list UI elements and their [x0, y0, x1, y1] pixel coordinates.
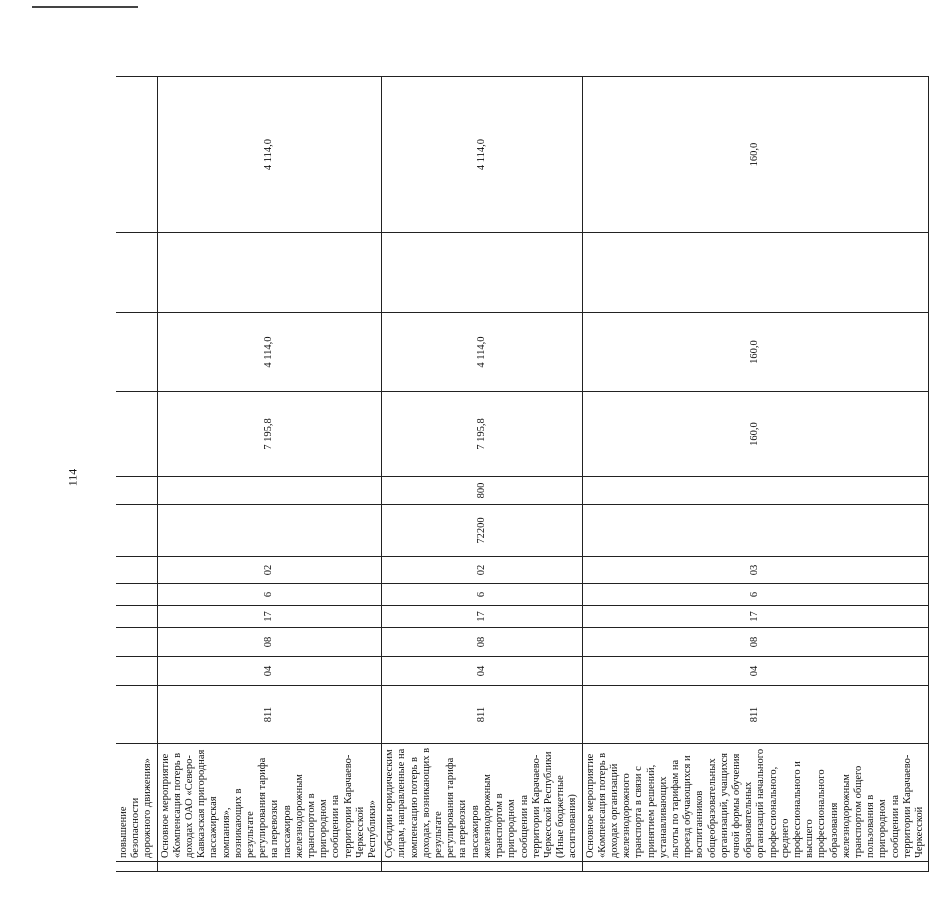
- cell-p4: 72200: [382, 505, 582, 557]
- cell-v3: [382, 233, 582, 313]
- cell-v1: 160,0: [582, 392, 929, 477]
- cell-p2: 6: [582, 584, 929, 606]
- cell-v2: [116, 313, 157, 392]
- cell-v2: 4 114,0: [157, 313, 382, 392]
- cell-v1: 7 195,8: [157, 392, 382, 477]
- cell-pr: 08: [582, 628, 929, 657]
- cell-v1: 7 195,8: [382, 392, 582, 477]
- cell-v1: [116, 392, 157, 477]
- cell-rz: 04: [582, 657, 929, 686]
- cell-grbs: [116, 686, 157, 744]
- cell-v4: [116, 77, 157, 233]
- cell-p1: [116, 606, 157, 628]
- cell-grbs: 811: [582, 686, 929, 744]
- row-margin-cell: [582, 862, 929, 872]
- cell-p1: 17: [382, 606, 582, 628]
- cell-p2: 6: [157, 584, 382, 606]
- cell-v2: 4 114,0: [382, 313, 582, 392]
- cell-vr: 800: [382, 477, 582, 505]
- cell-pr: [116, 628, 157, 657]
- budget-table: [116, 76, 929, 872]
- table-row: [116, 77, 157, 872]
- cell-v3: [157, 233, 382, 313]
- cell-p2: 6: [382, 584, 582, 606]
- cell-p2: [116, 584, 157, 606]
- cell-p4: [157, 505, 382, 557]
- cell-p1: 17: [157, 606, 382, 628]
- cell-pr: 08: [382, 628, 582, 657]
- cell-rz: 04: [157, 657, 382, 686]
- rotated-table-container: [116, 77, 925, 872]
- cell-v4: 160,0: [582, 77, 929, 233]
- table-frame: [116, 77, 925, 872]
- row-description: Субсидии юридическим лицам, направленные на компенсацию потерь в доходах, возникающих в результате регулирования тарифа на перевозки пассажиров железнодорожным транспортом в пригородном сообщении на территории Карачаево-Черкесской Республики (Иные бюджетные ассигнования): [382, 744, 582, 862]
- top-rule: [32, 6, 138, 8]
- cell-vr: [582, 477, 929, 505]
- cell-p3: 02: [157, 557, 382, 584]
- row-description: повышение безопасности дорожного движения»: [116, 744, 157, 862]
- row-margin-cell: [157, 862, 382, 872]
- cell-rz: [116, 657, 157, 686]
- cell-grbs: 811: [382, 686, 582, 744]
- cell-v2: 160,0: [582, 313, 929, 392]
- cell-p4: [116, 505, 157, 557]
- cell-p3: [116, 557, 157, 584]
- cell-vr: [116, 477, 157, 505]
- cell-pr: 08: [157, 628, 382, 657]
- row-margin-cell: [382, 862, 582, 872]
- cell-v3: [116, 233, 157, 313]
- table-row: [157, 77, 382, 872]
- row-margin-cell: [116, 862, 157, 872]
- cell-grbs: 811: [157, 686, 382, 744]
- cell-p4: [582, 505, 929, 557]
- table-row: [582, 77, 929, 872]
- cell-vr: [157, 477, 382, 505]
- cell-p1: 17: [582, 606, 929, 628]
- cell-p3: 03: [582, 557, 929, 584]
- cell-v4: 4 114,0: [382, 77, 582, 233]
- cell-p3: 02: [382, 557, 582, 584]
- page-number: 114: [65, 468, 80, 487]
- cell-rz: 04: [382, 657, 582, 686]
- table-row: [382, 77, 582, 872]
- row-description: Основное мероприятие «Компенсация потерь в доходах ОАО «Северо-Кавказская пригородная пассажирская компания», возникающих в результате регулирования тарифа на перевозки пассажиров железнодорожным транспортом в пригородном сообщении на территории Карачаево-Черкесской Республики»: [157, 744, 382, 862]
- cell-v3: [582, 233, 929, 313]
- row-description: Основное мероприятие «Компенсация потерь в доходах организаций железнодорожного транспорта в связи с принятием решений, устанавливающих льготы по тарифам на проезд обучающихся и воспитанников общеобразовательных организаций, учащихся очной формы обучения образовательных организаций начального профессионального, среднего профессионального и высшего профессионального образования железнодорожным транспортом общего пользования в пригородном сообщении на территории Карачаево-Черкесской: [582, 744, 929, 862]
- cell-v4: 4 114,0: [157, 77, 382, 233]
